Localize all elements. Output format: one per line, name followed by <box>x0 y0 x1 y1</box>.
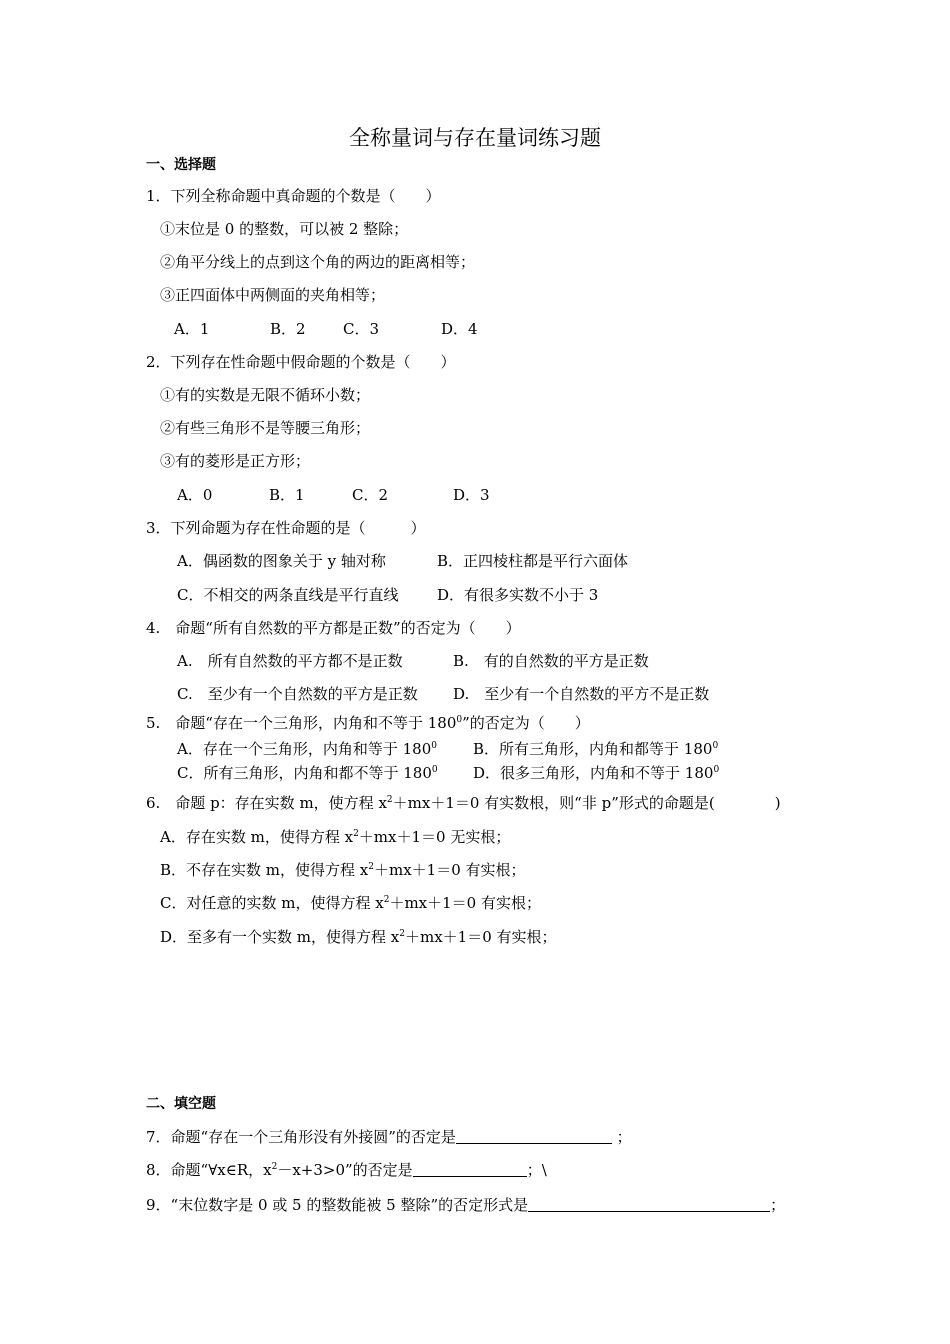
question-5-option <box>473 763 719 783</box>
section-heading-fill: 二、填空题 <box>146 1096 216 1112</box>
question-5-option-text: C．所有三角形，内角和都不等于 180 <box>177 764 432 782</box>
question-2-item: ①有的实数是无限不循环小数； <box>160 386 371 404</box>
question-4-stem: 4. 命题“所有自然数的平方都是正数”的否定为（ ） <box>146 619 521 637</box>
question-6-option-text: C．对任意的实数 m，使得方程 x <box>160 894 384 912</box>
question-7 <box>146 1127 632 1147</box>
question-6-option <box>160 893 541 913</box>
exponent-superscript: 2 <box>353 829 359 839</box>
question-5-option <box>177 739 437 759</box>
page-title: 全称量词与存在量词练习题 <box>349 126 601 150</box>
question-2-option: B．1 <box>269 486 305 504</box>
question-2-item: ②有些三角形不是等腰三角形； <box>160 419 371 437</box>
question-2-option: C．2 <box>352 486 389 504</box>
question-9-tail: ； <box>770 1196 786 1214</box>
question-5-option <box>473 739 718 759</box>
question-6-option-text: A．存在实数 m，使得方程 x <box>160 828 354 846</box>
question-5-option <box>177 763 438 783</box>
question-6-option-tail: ＋mx＋1＝0 有实根； <box>389 894 541 912</box>
question-3-stem: 3．下列命题为存在性命题的是（ ） <box>146 519 426 537</box>
question-8-tail: ；\ <box>526 1161 547 1179</box>
exponent-superscript: 2 <box>386 795 393 805</box>
question-3-option: B．正四棱柱都是平行六面体 <box>437 552 629 570</box>
question-6-option-text: B．不存在实数 m，使得方程 x <box>160 861 369 879</box>
exponent-superscript: 2 <box>271 1162 278 1172</box>
question-4-option: D. 至少有一个自然数的平方不是正数 <box>453 685 710 703</box>
question-9-text: 9．“末位数字是 0 或 5 的整数能被 5 整除”的否定形式是 <box>146 1196 529 1214</box>
question-5-option-text: D．很多三角形，内角和不等于 180 <box>473 764 714 782</box>
question-1-option: D．4 <box>441 320 478 338</box>
question-4-option: B. 有的自然数的平方是正数 <box>453 652 649 670</box>
exponent-superscript: 2 <box>399 929 405 939</box>
question-1-item: ①末位是 0 的整数，可以被 2 整除； <box>160 220 409 238</box>
question-6-stem-tail: ＋mx＋1＝0 有实数根，则“非 p”形式的命题是( ) <box>392 794 781 812</box>
question-8-text: 8．命题“∀x∈R，x <box>146 1161 272 1179</box>
question-6-stem <box>146 793 781 813</box>
exponent-superscript: 2 <box>383 895 390 905</box>
question-6-option-text: D．至多有一个实数 m，使得方程 x <box>160 928 400 946</box>
question-4-option: C. 至少有一个自然数的平方是正数 <box>177 685 418 703</box>
question-6-option-tail: ＋mx＋1＝0 无实根； <box>358 828 511 846</box>
question-3-option: C．不相交的两条直线是平行直线 <box>177 586 399 604</box>
question-6-stem-text: 6. 命题 p：存在实数 m，使方程 x <box>146 794 387 812</box>
answer-blank[interactable] <box>413 1162 527 1177</box>
question-1-stem: 1．下列全称命题中真命题的个数是（ ） <box>146 187 441 205</box>
question-5-stem <box>146 713 590 733</box>
question-8-text-mid: －x+3>0”的否定是 <box>277 1161 413 1179</box>
question-5-option-text: A．存在一个三角形，内角和等于 180 <box>177 740 432 758</box>
question-5-stem-text: 5. 命题“存在一个三角形，内角和不等于 180 <box>146 714 457 732</box>
answer-blank[interactable] <box>528 1197 770 1212</box>
question-2-item: ③有的菱形是正方形； <box>160 452 311 470</box>
question-9 <box>146 1195 785 1215</box>
question-7-tail: ； <box>611 1128 632 1146</box>
question-3-option: A．偶函数的图象关于 y 轴对称 <box>177 552 386 570</box>
question-7-text: 7．命题“存在一个三角形没有外接圆”的否定是 <box>146 1128 456 1146</box>
question-5-option-text: B．所有三角形，内角和都等于 180 <box>473 740 713 758</box>
question-3-option: D．有很多实数不小于 3 <box>437 586 599 604</box>
question-6-option <box>160 927 557 947</box>
question-8 <box>146 1160 547 1180</box>
degree-superscript: 0 <box>456 715 463 725</box>
question-1-option: B．2 <box>270 320 306 338</box>
question-4-option: A. 所有自然数的平方都不是正数 <box>177 652 403 670</box>
degree-superscript: 0 <box>431 765 438 775</box>
question-6-option <box>160 827 510 847</box>
degree-superscript: 0 <box>713 765 720 775</box>
question-1-option: A．1 <box>174 320 210 338</box>
question-1-item: ②角平分线上的点到这个角的两边的距离相等； <box>160 253 476 271</box>
exponent-superscript: 2 <box>368 862 374 872</box>
section-heading-choice: 一、选择题 <box>146 157 216 173</box>
question-6-option <box>160 860 526 880</box>
question-2-option: D．3 <box>453 486 490 504</box>
degree-superscript: 0 <box>431 741 437 751</box>
question-1-option: C．3 <box>343 320 380 338</box>
question-1-item: ③正四面体中两侧面的夹角相等； <box>160 286 386 304</box>
question-5-stem-tail: ”的否定为（ ） <box>462 714 590 732</box>
question-2-option: A．0 <box>177 486 213 504</box>
degree-superscript: 0 <box>712 741 719 751</box>
question-6-option-tail: ＋mx＋1＝0 有实根； <box>404 928 557 946</box>
question-2-stem: 2．下列存在性命题中假命题的个数是（ ） <box>146 353 456 371</box>
question-6-option-tail: ＋mx＋1＝0 有实根； <box>373 861 526 879</box>
answer-blank[interactable] <box>456 1129 612 1144</box>
